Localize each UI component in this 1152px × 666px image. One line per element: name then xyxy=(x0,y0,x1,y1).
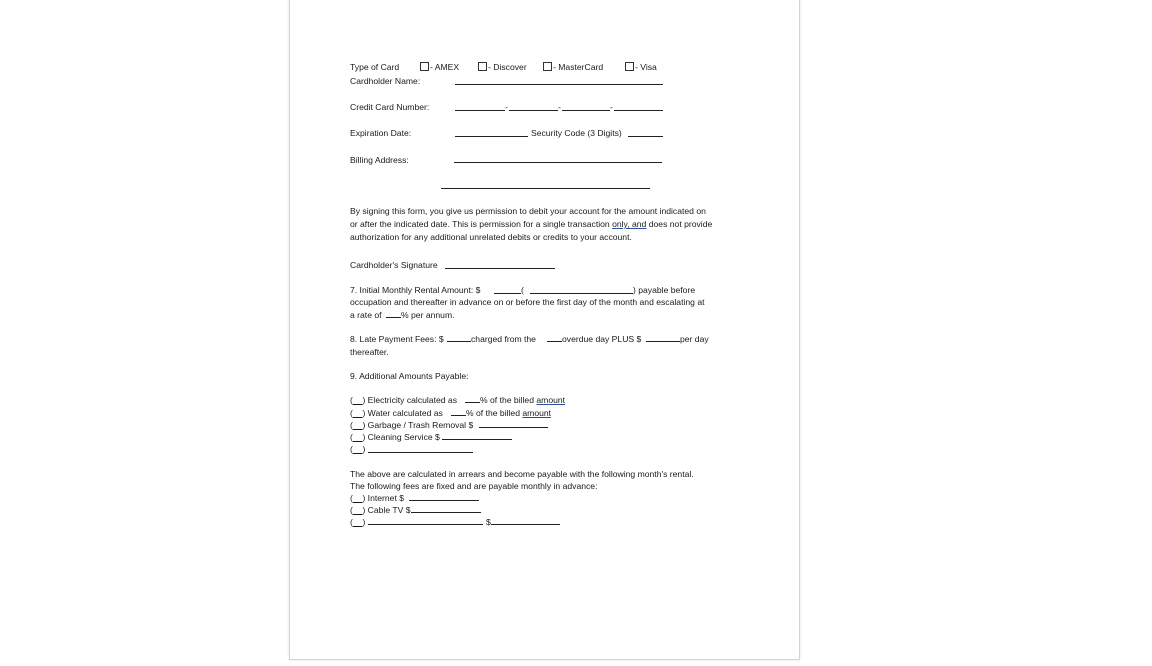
fixed-fees-note: The following fees are fixed and are payable monthly in advance: xyxy=(350,481,598,491)
late-fees-plus-text: overdue day PLUS $ xyxy=(562,334,642,344)
water-item[interactable]: (__) Water calculated as xyxy=(350,408,443,418)
rent-amount-words-field[interactable] xyxy=(530,293,633,294)
cable-amount-field[interactable] xyxy=(411,512,481,513)
garbage-item[interactable]: (__) Garbage / Trash Removal $ xyxy=(350,420,474,430)
authorization-line-2: or after the indicated date. This is permission for a single transaction only, and does not provide xyxy=(350,219,713,229)
other-fixed-amount-field[interactable] xyxy=(491,524,560,525)
electricity-percent-field[interactable] xyxy=(465,402,480,403)
internet-amount-field[interactable] xyxy=(409,500,479,501)
internet-item[interactable]: (__) Internet $ xyxy=(350,493,404,503)
daily-late-fee-field[interactable] xyxy=(646,341,680,342)
billing-address-field-1[interactable] xyxy=(454,162,662,163)
other-fixed-description-field[interactable] xyxy=(368,524,483,525)
checkbox-blank[interactable]: __ xyxy=(352,432,363,442)
electricity-billed-text: % of the billed amount xyxy=(480,395,566,405)
billing-address-field-2[interactable] xyxy=(441,188,650,189)
cardholder-name-label: Cardholder Name: xyxy=(350,76,421,86)
late-fees-charged-text: charged from the xyxy=(471,334,536,344)
checkbox-blank[interactable]: __ xyxy=(352,420,363,430)
late-fees-per-day-text: per day xyxy=(680,334,709,344)
rent-line-2: occupation and thereafter in advance on or before the first day of the month and escalating at xyxy=(350,297,705,307)
signature-label: Cardholder's Signature xyxy=(350,260,438,270)
rent-line-3-start: a rate of xyxy=(350,310,382,320)
card-type-label: Type of Card xyxy=(350,62,400,72)
cleaning-item[interactable]: (__) Cleaning Service $ xyxy=(350,432,440,442)
document-page xyxy=(289,0,800,660)
billing-address-label: Billing Address: xyxy=(350,155,409,165)
rent-amount-field[interactable] xyxy=(494,293,521,294)
card-number-dash: - xyxy=(610,102,613,112)
authorization-paragraph xyxy=(350,205,712,244)
checkbox-blank[interactable]: __ xyxy=(352,408,363,418)
card-number-dash: - xyxy=(505,102,508,112)
rent-open-paren: ( xyxy=(521,285,524,295)
water-billed-text: % of the billed amount xyxy=(466,408,552,418)
signature-field[interactable] xyxy=(445,268,555,269)
rent-line-1-end: ) payable before xyxy=(633,285,696,295)
card-number-dash: - xyxy=(558,102,561,112)
expiration-field[interactable] xyxy=(455,136,528,137)
overdue-day-field[interactable] xyxy=(547,341,562,342)
mastercard-option[interactable]: - MasterCard xyxy=(543,62,603,72)
checkbox-blank[interactable]: __ xyxy=(352,517,363,527)
card-number-part3[interactable] xyxy=(562,110,610,111)
cable-item[interactable]: (__) Cable TV $ xyxy=(350,505,411,515)
security-code-field[interactable] xyxy=(628,136,663,137)
card-number-part4[interactable] xyxy=(614,110,663,111)
garbage-amount-field[interactable] xyxy=(479,427,548,428)
grammar-flag: only, and xyxy=(612,219,647,229)
expiration-label: Expiration Date: xyxy=(350,128,412,138)
rent-line-1-start: 7. Initial Monthly Rental Amount: $ xyxy=(350,285,481,295)
authorization-line-1: By signing this form, you give us permission to debit your account for the amount indicated on xyxy=(350,206,706,216)
late-fees-line-2: thereafter. xyxy=(350,347,389,357)
amex-option[interactable]: - AMEX xyxy=(420,62,459,72)
visa-checkbox[interactable] xyxy=(625,62,634,71)
other-item-field[interactable] xyxy=(368,452,473,453)
card-number-label: Credit Card Number: xyxy=(350,102,430,112)
visa-option[interactable]: - Visa xyxy=(625,62,657,72)
discover-checkbox[interactable] xyxy=(478,62,487,71)
checkbox-blank[interactable]: __ xyxy=(352,444,363,454)
card-number-part2[interactable] xyxy=(509,110,558,111)
discover-option[interactable]: - Discover xyxy=(478,62,527,72)
authorization-line-3: authorization for any additional unrelated debits or credits to your account. xyxy=(350,232,632,242)
security-code-label: Security Code (3 Digits) xyxy=(531,128,622,138)
arrears-note: The above are calculated in arrears and become payable with the following month's rental. xyxy=(350,469,694,479)
electricity-item[interactable]: (__) Electricity calculated as xyxy=(350,395,458,405)
amex-checkbox[interactable] xyxy=(420,62,429,71)
other-fixed-item[interactable]: (__) xyxy=(350,517,366,527)
checkbox-blank[interactable]: __ xyxy=(352,395,363,405)
late-fee-amount-field[interactable] xyxy=(447,341,471,342)
checkbox-blank[interactable]: __ xyxy=(352,493,363,503)
cardholder-name-field[interactable] xyxy=(455,84,663,85)
late-fees-label: 8. Late Payment Fees: $ xyxy=(350,334,444,344)
other-fixed-dollar: $ xyxy=(486,517,491,527)
card-number-part1[interactable] xyxy=(455,110,505,111)
additional-heading: 9. Additional Amounts Payable: xyxy=(350,371,469,381)
rent-line-3-end: % per annum. xyxy=(401,310,455,320)
cleaning-amount-field[interactable] xyxy=(442,439,512,440)
other-item[interactable]: (__) xyxy=(350,444,366,454)
checkbox-blank[interactable]: __ xyxy=(352,505,363,515)
mastercard-checkbox[interactable] xyxy=(543,62,552,71)
escalation-rate-field[interactable] xyxy=(386,317,401,318)
water-percent-field[interactable] xyxy=(451,415,466,416)
